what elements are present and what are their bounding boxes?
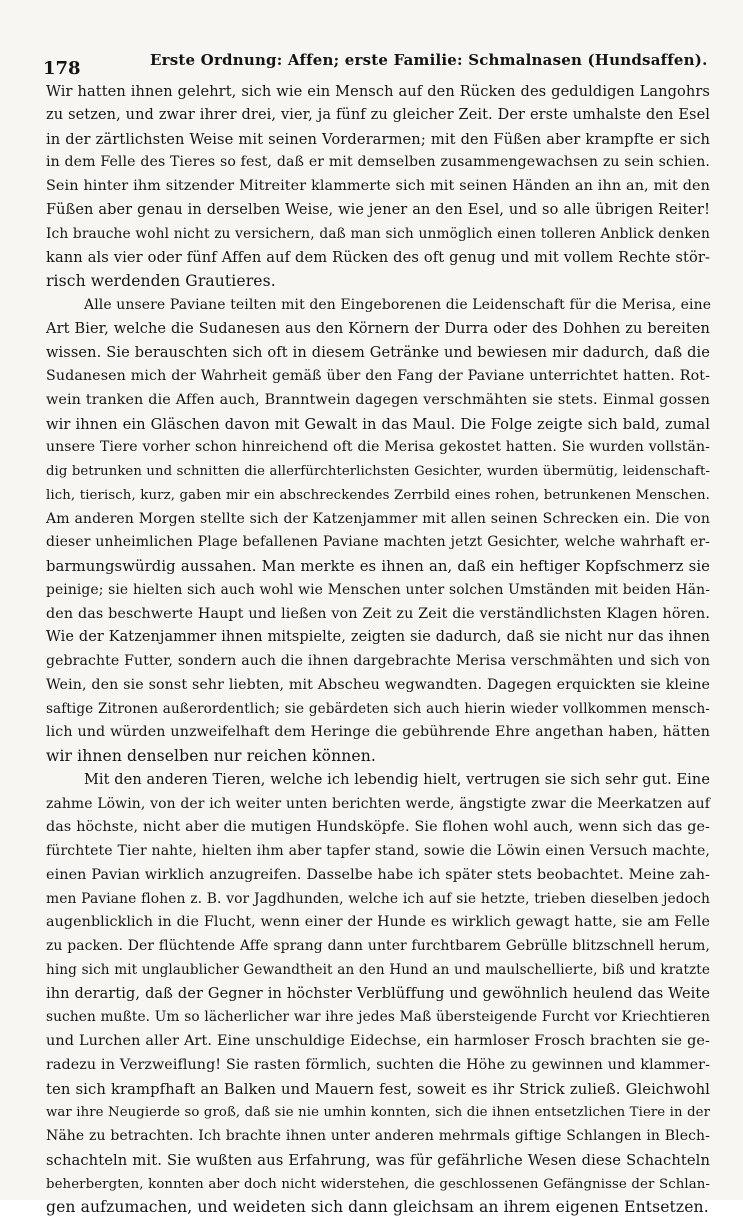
paragraph: [46, 294, 710, 769]
text-line: lich, tierisch, kurz, gaben mir ein abschreckendes Zerrbild eines rohen, betrunkenen Menschen.: [46, 487, 710, 503]
paragraph: [46, 769, 710, 1220]
text-line: und Lurchen aller Art. Eine unschuldige Eidechse, ein harmloser Frosch brachten sie ge-: [46, 1033, 710, 1049]
text-line: wein tranken die Affen auch, Branntwein dagegen verschmähten sie stets. Einmal gossen: [46, 391, 710, 408]
text-line: gebrachte Futter, sondern auch die ihnen dargebrachte Merisa verschmähten und sich von: [46, 653, 710, 669]
text-line: fürchtete Tier nahte, hielten ihm aber tapfer stand, sowie die Löwin einen Versuch machte,: [46, 843, 710, 859]
text-line: risch werdenden Grautieres.: [46, 272, 276, 290]
text-line: unsere Tiere vorher schon hinreichend oft die Merisa gekostet hatten. Sie wurden vollstän-: [46, 439, 710, 456]
text-line: radezu in Verzweiflung! Sie rasten förmlich, suchten die Höhe zu gewinnen und klammer-: [46, 1056, 710, 1073]
text-line: Wein, den sie sonst sehr liebten, mit Abscheu wegwandten. Dagegen erquickten sie kleine: [46, 676, 710, 693]
text-line: in dem Felle des Tieres so fest, daß er mit demselben zusammengewachsen zu sein schien.: [46, 154, 710, 171]
text-line: Am anderen Morgen stellte sich der Katzenjammer mit allen seinen Schrecken ein. Die von: [46, 510, 710, 527]
text-line: kann als vier oder fünf Affen auf dem Rücken des oft genug und mit vollem Rechte stör-: [46, 249, 710, 267]
text-line: beherbergten, konnten aber doch nicht widerstehen, die geschlossenen Gefängnisse der Schlan-: [46, 1176, 710, 1192]
text-line: dieser unheimlichen Plage befallenen Paviane machten jetzt Gesichter, welche wahrhaft er-: [46, 534, 710, 551]
text-line: barmungswürdig aussahen. Man merkte es ihnen an, daß ein heftiger Kopfschmerz sie: [46, 558, 710, 575]
text-line: wir ihnen ein Gläschen davon mit Gewalt in das Maul. Die Folge zeigte sich bald, zumal: [46, 415, 710, 433]
text-line: Füßen aber genau in derselben Weise, wie jener an den Esel, und so alle übrigen Reiter!: [46, 201, 710, 218]
text-line: Alle unsere Paviane teilten mit den Eingeborenen die Leidenschaft für die Merisa, eine: [84, 296, 712, 313]
paragraph: [46, 80, 710, 294]
text-line: war ihre Neugierde so groß, daß sie nie umhin konnten, sich die ihnen entsetzlichen Tiere in der: [46, 1105, 710, 1121]
text-line: den das beschwerte Haupt und ließen von Zeit zu Zeit die verständlichsten Klagen hören.: [46, 605, 710, 622]
text-line: zu setzen, und zwar ihrer drei, vier, ja fünf zu gleicher Zeit. Der erste umhalste den Esel: [46, 106, 710, 123]
text-line: hing sich mit unglaublicher Gewandtheit an den Hund an und maulschellierte, biß und kratzte: [46, 961, 710, 978]
text-line: Wie der Katzenjammer ihnen mitspielte, zeigten sie dadurch, daß sie nicht nur das ihnen: [46, 629, 710, 646]
text-line: Nähe zu betrachten. Ich brachte ihnen unter anderen mehrmals giftige Schlangen in Blech-: [46, 1128, 710, 1144]
text-line: Mit den anderen Tieren, welche ich lebendig hielt, vertrugen sie sich sehr gut. Eine: [84, 771, 710, 788]
text-line: Ich brauche wohl nicht zu versichern, daß man sich unmöglich einen tolleren Anblick denken: [46, 225, 710, 242]
text-line: Art Bier, welche die Sudanesen aus den Körnern der Durra oder des Dohhen zu bereiten: [46, 320, 710, 337]
text-line: ten sich krampfhaft an Balken und Mauern fest, soweit es ihr Strick zuließ. Gleichwohl: [46, 1080, 710, 1098]
text-line: men Paviane flohen z. B. vor Jagdhunden, welche ich auf sie hetzte, trieben dieselben jedoch: [46, 890, 710, 907]
text-line: einen Pavian wirklich anzugreifen. Dasselbe habe ich später stets beobachtet. Meine zah-: [46, 866, 710, 883]
text-line: in der zärtlichsten Weise mit seinen Vorderarmen; mit den Füßen aber krampfte er sich: [46, 130, 710, 148]
running-head: Erste Ordnung: Affen; erste Familie: Schmalnasen (Hundsaffen).: [150, 51, 708, 69]
text-line: ihn derartig, daß der Gegner in höchster Verblüffung und gewöhnlich heulend das Weite: [46, 985, 710, 1002]
text-line: zu packen. Der flüchtende Affe sprang dann unter furchtbarem Gebrülle blitzschnell herum,: [46, 938, 710, 954]
text-line: schachteln mit. Sie wußten aus Erfahrung, was für gefährliche Wesen diese Schachteln: [46, 1151, 710, 1169]
text-line: Sudanesen mich der Wahrheit gemäß über den Fang der Paviane unterrichtet hatten. Rot-: [46, 368, 710, 384]
text-line: zahme Löwin, von der ich weiter unten berichten werde, ängstigte zwar die Meerkatzen auf: [46, 795, 710, 812]
text-line: dig betrunken und schnitten die allerfürchterlichsten Gesichter, wurden übermütig, leidenschaft-: [46, 464, 710, 479]
text-line: wir ihnen denselben nur reichen können.: [46, 747, 376, 765]
text-line: Sein hinter ihm sitzender Mitreiter klammerte sich mit seinen Händen an ihn an, mit den: [46, 178, 710, 194]
text-line: Wir hatten ihnen gelehrt, sich wie ein Mensch auf den Rücken des geduldigen Langohrs: [46, 83, 710, 100]
text-line: augenblicklich in die Flucht, wenn einer der Hunde es wirklich gewagt hatte, sie am Felle: [46, 914, 710, 931]
text-line: gen aufzumachen, und weideten sich dann gleichsam an ihrem eigenen Entsetzen.: [46, 1198, 709, 1217]
text-line: saftige Zitronen außerordentlich; sie gebärdeten sich auch hierin wieder vollkommen mensch-: [46, 700, 710, 717]
page-number: 178: [43, 58, 81, 79]
text-line: wissen. Sie berauschten sich oft in diesem Getränke und bewiesen mir dadurch, daß die: [46, 344, 710, 362]
body-text: [46, 80, 710, 1220]
text-line: lich und würden unzweifelhaft dem Heringe die gebührende Ehre angethan haben, hätten: [46, 724, 710, 741]
text-line: das höchste, nicht aber die mutigen Hundsköpfe. Sie flohen wohl auch, wenn sich das ge-: [46, 819, 710, 836]
text-line: suchen mußte. Um so lächerlicher war ihre jedes Maß übersteigende Furcht vor Kriechtieren: [46, 1009, 710, 1026]
text-line: peinige; sie hielten sich auch wohl wie Menschen unter solchen Umständen mit beiden Hän-: [46, 581, 710, 598]
